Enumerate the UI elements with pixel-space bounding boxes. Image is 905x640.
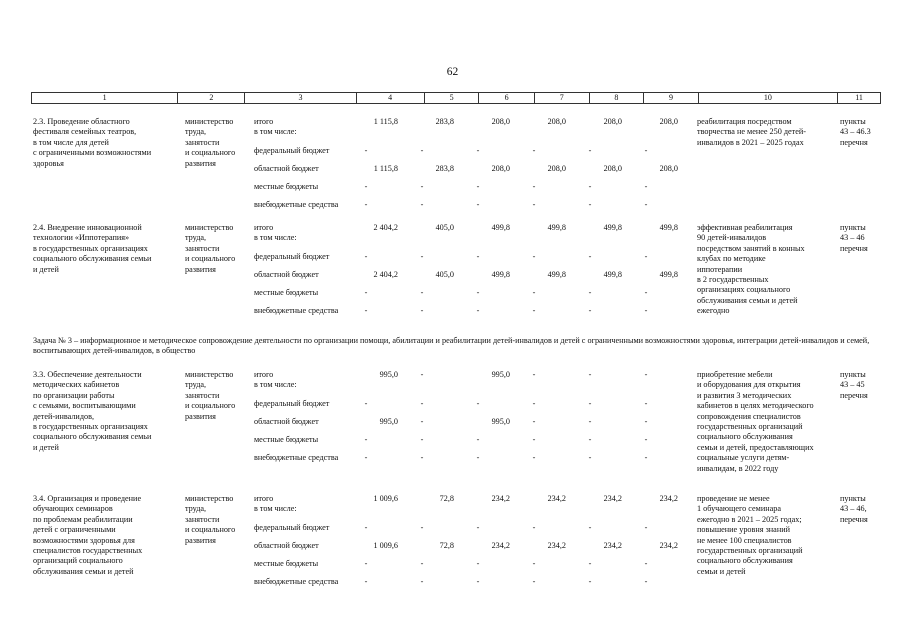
funding-value-cell: - <box>644 577 648 586</box>
funding-value-cell: - <box>364 306 368 315</box>
funding-value-cell: 72,8 <box>439 494 454 503</box>
funding-value-cell: - <box>532 523 536 532</box>
funding-value-cell: - <box>588 370 592 379</box>
funding-value-cell: - <box>420 146 424 155</box>
funding-value-cell: 2 404,2 <box>373 270 398 279</box>
funding-value-cell: - <box>476 306 480 315</box>
funding-value-cell: - <box>588 200 592 209</box>
funding-value-cell: - <box>420 182 424 191</box>
funding-value-cell: 499,8 <box>603 270 622 279</box>
funding-value-cell: - <box>476 399 480 408</box>
funding-source-label: местные бюджеты <box>254 182 319 191</box>
funding-value-cell: - <box>532 306 536 315</box>
funding-value-cell: - <box>588 435 592 444</box>
funding-value-cell: - <box>420 453 424 462</box>
funding-value-cell: 208,0 <box>603 117 622 126</box>
responsible-executor: министерство труда, занятости и социального развития <box>185 117 236 168</box>
funding-source-label: местные бюджеты <box>254 435 319 444</box>
funding-value-cell: - <box>532 417 536 426</box>
funding-source-label: федеральный бюджет <box>254 399 330 408</box>
funding-value-cell: - <box>476 288 480 297</box>
funding-value-cell: - <box>420 559 424 568</box>
funding-value-cell: - <box>420 288 424 297</box>
reference-points: пункты 43 – 46.3 перечня <box>840 117 871 147</box>
funding-value-cell: - <box>588 182 592 191</box>
funding-source-label: областной бюджет <box>254 270 319 279</box>
funding-value-cell: - <box>588 577 592 586</box>
funding-value-cell: - <box>364 523 368 532</box>
funding-value-cell: - <box>644 146 648 155</box>
funding-value-cell: - <box>364 146 368 155</box>
funding-source-label: областной бюджет <box>254 164 319 173</box>
funding-value-cell: - <box>420 399 424 408</box>
funding-value-cell: - <box>364 399 368 408</box>
activity-description: 3.4. Организация и проведение обучающих семинаров по проблемам реабилитации детей с ограниченными возможностями здоровья для специалистов государственных организаций социального обслуживания семьи и детей <box>33 494 143 576</box>
funding-value-cell: - <box>644 417 648 426</box>
funding-value-cell: - <box>588 288 592 297</box>
funding-value-cell: - <box>588 559 592 568</box>
funding-value-cell: - <box>532 435 536 444</box>
funding-source-label: федеральный бюджет <box>254 252 330 261</box>
funding-value-cell: - <box>644 559 648 568</box>
funding-value-cell: - <box>644 288 648 297</box>
header-col-6: 6 <box>479 93 535 103</box>
funding-value-cell: - <box>532 146 536 155</box>
funding-value-cell: 499,8 <box>491 270 510 279</box>
funding-source-label: внебюджетные средства <box>254 200 339 209</box>
funding-source-label: внебюджетные средства <box>254 453 339 462</box>
funding-value-cell: - <box>532 200 536 209</box>
funding-value-cell: - <box>476 146 480 155</box>
funding-value-cell: 208,0 <box>659 117 678 126</box>
funding-source-label: федеральный бюджет <box>254 523 330 532</box>
funding-value-cell: - <box>420 306 424 315</box>
activity-description: 2.3. Проведение областного фестиваля семейных театров, в том числе для детей с ограниченными возможностями здоровья <box>33 117 152 168</box>
funding-value-cell: - <box>532 288 536 297</box>
funding-value-cell: - <box>644 182 648 191</box>
funding-value-cell: 283,8 <box>435 164 454 173</box>
funding-value-cell: - <box>476 252 480 261</box>
funding-value-cell: - <box>644 453 648 462</box>
funding-value-cell: 234,2 <box>491 541 510 550</box>
funding-value-cell: - <box>532 559 536 568</box>
funding-value-cell: - <box>532 577 536 586</box>
funding-value-cell: 234,2 <box>547 541 566 550</box>
funding-value-cell: - <box>364 252 368 261</box>
funding-value-cell: - <box>644 435 648 444</box>
funding-value-cell: - <box>532 453 536 462</box>
header-col-5: 5 <box>425 93 480 103</box>
header-col-10: 10 <box>699 93 838 103</box>
funding-value-cell: 499,8 <box>603 223 622 232</box>
funding-value-cell: - <box>532 399 536 408</box>
funding-value-cell: - <box>588 523 592 532</box>
funding-value-cell: - <box>420 435 424 444</box>
activity-description: 2.4. Внедрение инновационной технологии «Иппотерапия» в государственных организациях социального обслуживания семьи и детей <box>33 223 152 274</box>
funding-value-cell: 234,2 <box>547 494 566 503</box>
funding-value-cell: 995,0 <box>491 370 510 379</box>
funding-value-cell: - <box>364 453 368 462</box>
funding-value-cell: 208,0 <box>547 117 566 126</box>
funding-value-cell: - <box>532 182 536 191</box>
funding-value-cell: 499,8 <box>547 270 566 279</box>
funding-value-cell: 1 009,6 <box>373 541 398 550</box>
header-col-11: 11 <box>855 93 863 102</box>
funding-value-cell: - <box>420 252 424 261</box>
funding-value-cell: 995,0 <box>491 417 510 426</box>
funding-value-cell: - <box>364 288 368 297</box>
funding-value-cell: 208,0 <box>603 164 622 173</box>
funding-value-cell: - <box>364 200 368 209</box>
funding-value-cell: 405,0 <box>435 270 454 279</box>
funding-value-cell: 208,0 <box>491 117 510 126</box>
funding-value-cell: 208,0 <box>491 164 510 173</box>
funding-value-cell: - <box>420 370 424 379</box>
funding-value-cell: 499,8 <box>491 223 510 232</box>
expected-result: эффективная реабилитация 90 детей-инвалидов посредством занятий в конных клубах по методике иппотерапии в 2 государственных организациях социального обслуживания семьи и детей ежегодно <box>697 223 805 316</box>
funding-value-cell: 1 009,6 <box>373 494 398 503</box>
funding-value-cell: 499,8 <box>659 223 678 232</box>
funding-value-cell: 995,0 <box>379 370 398 379</box>
funding-value-cell: - <box>532 252 536 261</box>
header-col-7: 7 <box>535 93 590 103</box>
table-header-row <box>31 92 881 104</box>
funding-source-label: федеральный бюджет <box>254 146 330 155</box>
funding-source-label: итого в том числе: <box>254 494 297 514</box>
responsible-executor: министерство труда, занятости и социального развития <box>185 223 236 274</box>
funding-value-cell: - <box>476 523 480 532</box>
header-col-1: 1 <box>32 93 178 103</box>
header-col-3: 3 <box>245 93 356 103</box>
funding-value-cell: - <box>364 577 368 586</box>
funding-value-cell: - <box>476 577 480 586</box>
funding-value-cell: - <box>420 200 424 209</box>
funding-value-cell: - <box>644 306 648 315</box>
funding-value-cell: - <box>644 252 648 261</box>
funding-value-cell: - <box>644 370 648 379</box>
funding-value-cell: - <box>476 435 480 444</box>
funding-value-cell: - <box>532 370 536 379</box>
funding-value-cell: - <box>364 182 368 191</box>
header-col-9: 9 <box>644 93 699 103</box>
funding-source-label: итого в том числе: <box>254 223 297 243</box>
funding-value-cell: - <box>644 523 648 532</box>
reference-points: пункты 43 – 46, перечня <box>840 494 868 524</box>
funding-value-cell: 234,2 <box>491 494 510 503</box>
expected-result: приобретение мебели и оборудования для открытия и развития 3 методических кабинетов в целях методического сопровождения специалистов государственных организаций социального обслуживания семьи и детей, предоставляющих социальные услуги детям- инвалидам, в 2022 году <box>697 370 814 473</box>
funding-value-cell: 208,0 <box>547 164 566 173</box>
funding-source-label: итого в том числе: <box>254 370 297 390</box>
funding-value-cell: - <box>588 146 592 155</box>
funding-value-cell: 234,2 <box>659 541 678 550</box>
expected-result: проведение не менее 1 обучающего семинара ежегодно в 2021 – 2025 годах; повышение уровня знаний не менее 100 специалистов государственных организаций социального обслуживания семьи и детей <box>697 494 803 576</box>
responsible-executor: министерство труда, занятости и социального развития <box>185 370 236 421</box>
page-number: 62 <box>446 66 459 78</box>
funding-value-cell: - <box>364 435 368 444</box>
funding-value-cell: - <box>588 252 592 261</box>
reference-points: пункты 43 – 45 перечня <box>840 370 868 400</box>
funding-value-cell: 234,2 <box>603 541 622 550</box>
funding-source-label: областной бюджет <box>254 541 319 550</box>
funding-value-cell: 234,2 <box>659 494 678 503</box>
task-3-heading: Задача № 3 – информационное и методическое сопровождение деятельности по организации помощи, абилитации и реабилитации детей-инвалидов и детей с ограниченными возможностями здоровья, интеграции детей-инвалидов и семей, воспитывающих детей-инвалидов, в общество <box>33 336 870 356</box>
funding-value-cell: - <box>476 182 480 191</box>
header-col-2: 2 <box>178 93 245 103</box>
funding-source-label: внебюджетные средства <box>254 577 339 586</box>
funding-value-cell: - <box>420 523 424 532</box>
activity-description: 3.3. Обеспечение деятельности методических кабинетов по организации работы с семьями, воспитывающими детей-инвалидов, в государственных организациях социального обслуживания семьи и детей <box>33 370 152 452</box>
expected-result: реабилитация посредством творчества не менее 250 детей- инвалидов в 2021 – 2025 годах <box>697 117 806 147</box>
funding-source-label: внебюджетные средства <box>254 306 339 315</box>
header-col-8: 8 <box>590 93 645 103</box>
funding-value-cell: - <box>476 453 480 462</box>
funding-value-cell: - <box>644 200 648 209</box>
funding-value-cell: - <box>420 417 424 426</box>
funding-value-cell: - <box>588 399 592 408</box>
funding-value-cell: 2 404,2 <box>373 223 398 232</box>
funding-value-cell: 405,0 <box>435 223 454 232</box>
funding-value-cell: - <box>476 559 480 568</box>
funding-value-cell: - <box>420 577 424 586</box>
funding-value-cell: 283,8 <box>435 117 454 126</box>
funding-value-cell: - <box>588 417 592 426</box>
funding-value-cell: - <box>644 399 648 408</box>
funding-value-cell: 208,0 <box>659 164 678 173</box>
funding-value-cell: 1 115,8 <box>373 164 398 173</box>
funding-source-label: областной бюджет <box>254 417 319 426</box>
funding-source-label: местные бюджеты <box>254 288 319 297</box>
funding-value-cell: 72,8 <box>439 541 454 550</box>
header-col-4: 4 <box>357 93 425 103</box>
funding-value-cell: - <box>476 200 480 209</box>
reference-points: пункты 43 – 46 перечня <box>840 223 868 253</box>
funding-value-cell: 234,2 <box>603 494 622 503</box>
funding-value-cell: 499,8 <box>547 223 566 232</box>
funding-value-cell: 499,8 <box>659 270 678 279</box>
funding-value-cell: - <box>588 306 592 315</box>
funding-value-cell: 1 115,8 <box>373 117 398 126</box>
funding-value-cell: - <box>364 559 368 568</box>
funding-value-cell: 995,0 <box>379 417 398 426</box>
funding-value-cell: - <box>588 453 592 462</box>
responsible-executor: министерство труда, занятости и социального развития <box>185 494 236 545</box>
funding-source-label: местные бюджеты <box>254 559 319 568</box>
funding-source-label: итого в том числе: <box>254 117 297 137</box>
